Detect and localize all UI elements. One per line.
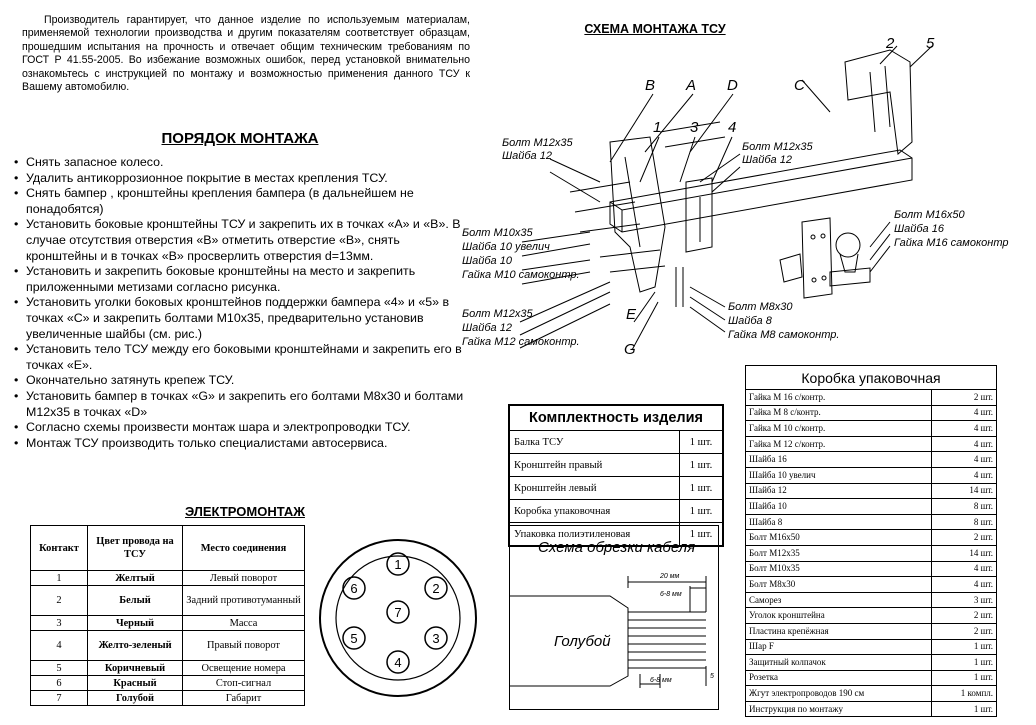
- part-number-5: 5: [926, 35, 935, 52]
- socket-pin: [425, 577, 447, 599]
- cell: 4 шт.: [932, 561, 997, 577]
- label-bolt-m12-left: Болт М12х35: [502, 137, 573, 149]
- table-row: [31, 616, 305, 631]
- list-item: • Установить бампер в точках «G» и закрепить его болтами M8x30 и болтами M12x35 в точках «D»: [14, 389, 470, 420]
- cell: 3 шт.: [932, 592, 997, 608]
- cell: 1 шт.: [680, 500, 724, 523]
- label-washer10: Шайба 10: [462, 255, 512, 267]
- wire-label-blue: Голубой: [554, 633, 611, 650]
- point-label-a: А: [686, 77, 697, 94]
- cell: Кронштейн левый: [509, 477, 680, 500]
- socket-pin: [387, 553, 409, 575]
- table-row: [746, 390, 997, 406]
- svg-text:3: 3: [432, 631, 440, 646]
- col-wire-color: Цвет провода на ТСУ: [88, 526, 183, 571]
- list-item: • Снять бампер , кронштейны крепления бампера (в дальнейшем не понадобятся): [14, 186, 470, 217]
- cell: Саморез: [746, 592, 932, 608]
- cell: 4 шт.: [932, 577, 997, 593]
- table-row: [31, 571, 305, 586]
- cell: Гайка М 8 с/контр.: [746, 405, 932, 421]
- cell: 1 шт.: [932, 639, 997, 655]
- cell: Жгут электропроводов 190 см: [746, 686, 932, 702]
- socket-pin: [343, 627, 365, 649]
- cell: Инструкция по монтажу: [746, 701, 932, 717]
- table-row: [746, 655, 997, 671]
- cell: Задний противотуманный: [183, 586, 305, 616]
- list-item: • Окончательно затянуть крепеж ТСУ.: [14, 373, 470, 389]
- cell: Шар F: [746, 639, 932, 655]
- cell: Болт M10x35: [746, 561, 932, 577]
- scheme-title: СХЕМА МОНТАЖА ТСУ: [584, 22, 726, 36]
- cell: 14 шт.: [932, 545, 997, 561]
- dim-6-8mm-bottom: 6-8 мм: [650, 677, 672, 684]
- dim-6-8mm-top: 6-8 мм: [660, 591, 682, 598]
- label-bolt-m8: Болт М8х30: [728, 301, 793, 313]
- table-row: [746, 701, 997, 717]
- cell: Желто-зеленый: [88, 631, 183, 661]
- label-bolt-m12-top: Болт М12х35: [742, 141, 813, 153]
- cell: 3: [31, 616, 88, 631]
- label-nut-m16: Гайка М16 самоконтр: [894, 237, 1009, 249]
- cell: 1 шт.: [932, 655, 997, 671]
- cell: 1: [31, 571, 88, 586]
- point-label-c: С: [794, 77, 805, 94]
- svg-text:6: 6: [350, 581, 358, 596]
- cell: 8 шт.: [932, 499, 997, 515]
- electro-table: [30, 525, 305, 706]
- point-label-e: Е: [626, 306, 637, 323]
- cell: 4 шт.: [932, 436, 997, 452]
- table-row: [31, 676, 305, 691]
- cell: Черный: [88, 616, 183, 631]
- point-label-g: G: [624, 341, 636, 358]
- cell: Желтый: [88, 571, 183, 586]
- cable-cut-drawing: [510, 526, 718, 709]
- cell: 1 шт.: [932, 701, 997, 717]
- table-row: [746, 499, 997, 515]
- cell: 7: [31, 691, 88, 706]
- cell: 5: [31, 661, 88, 676]
- table-row: [746, 514, 997, 530]
- table-row: [509, 454, 723, 477]
- list-item: • Монтаж ТСУ производить только специалистами автосервиса.: [14, 436, 470, 452]
- part-number-2: 2: [886, 35, 895, 52]
- cell: Правый поворот: [183, 631, 305, 661]
- label-washer12-left: Шайба 12: [502, 150, 552, 162]
- label-nut-m10: Гайка М10 самоконтр.: [462, 269, 580, 281]
- table-row: [746, 452, 997, 468]
- label-washer12-low: Шайба 12: [462, 322, 512, 334]
- cell: Габарит: [183, 691, 305, 706]
- table-row: [746, 421, 997, 437]
- cell: Голубой: [88, 691, 183, 706]
- list-item: • Снять запасное колесо.: [14, 155, 470, 171]
- table-row: [746, 483, 997, 499]
- table-row: [746, 608, 997, 624]
- label-bolt-m12-low: Болт М12х35: [462, 308, 533, 320]
- montage-title: ПОРЯДОК МОНТАЖА: [161, 130, 319, 147]
- socket-pin: [387, 601, 409, 623]
- label-nut-m8: Гайка М8 самоконтр.: [728, 329, 840, 341]
- table-row: [746, 670, 997, 686]
- list-item: • Установить и закрепить боковые кронштейны на место и закрепить приложенными метизами согласно рисунка.: [14, 264, 470, 295]
- cell: Белый: [88, 586, 183, 616]
- table-row: [509, 477, 723, 500]
- svg-text:5: 5: [350, 631, 358, 646]
- part-number-4: 4: [728, 119, 737, 136]
- cell: Масса: [183, 616, 305, 631]
- label-washer16: Шайба 16: [894, 223, 944, 235]
- table-row: [746, 686, 997, 702]
- svg-text:7: 7: [394, 605, 402, 620]
- cable-cut-scheme: [509, 525, 719, 710]
- col-connection: Место соединения: [183, 526, 305, 571]
- dim-5: 5: [710, 673, 714, 680]
- cell: 1 шт.: [932, 670, 997, 686]
- mounting-scheme-diagram: [450, 32, 1036, 366]
- cell: 4 шт.: [932, 467, 997, 483]
- cable-title: Схема обрезки кабеля: [538, 539, 696, 556]
- label-washer12-top: Шайба 12: [742, 154, 792, 166]
- table-row: [31, 661, 305, 676]
- table-row: [746, 623, 997, 639]
- cell: 4: [31, 631, 88, 661]
- svg-text:1: 1: [394, 557, 402, 572]
- cell: Упаковка полиэтиленовая: [509, 523, 680, 547]
- table-header-row: [31, 526, 305, 571]
- table-row: [746, 639, 997, 655]
- table-row: [746, 545, 997, 561]
- cell: 6: [31, 676, 88, 691]
- table-row: [746, 592, 997, 608]
- table-row: [509, 500, 723, 523]
- cell: 4 шт.: [932, 452, 997, 468]
- socket-pin: [387, 651, 409, 673]
- cell: Гайка М 16 с/контр.: [746, 390, 932, 406]
- cell: Освещение номера: [183, 661, 305, 676]
- cell: Стоп-сигнал: [183, 676, 305, 691]
- svg-text:2: 2: [432, 581, 440, 596]
- cell: Гайка М 10 с/контр.: [746, 421, 932, 437]
- table-row: [746, 467, 997, 483]
- dim-20mm: 20 мм: [660, 573, 680, 580]
- list-item: • Удалить антикоррозионное покрытие в местах крепления ТСУ.: [14, 171, 470, 187]
- cell: Болт M12x35: [746, 545, 932, 561]
- col-contact: Контакт: [31, 526, 88, 571]
- table-row: [746, 530, 997, 546]
- cell: Красный: [88, 676, 183, 691]
- socket-pin: [425, 627, 447, 649]
- packing-title: Коробка упаковочная: [746, 366, 997, 390]
- cell: Пластина крепёжная: [746, 623, 932, 639]
- cell: Уголок кронштейна: [746, 608, 932, 624]
- svg-text:4: 4: [394, 655, 402, 670]
- cell: 14 шт.: [932, 483, 997, 499]
- part-number-3: 3: [690, 119, 699, 136]
- point-label-b: В: [645, 77, 656, 94]
- packing-box-table: [745, 365, 997, 717]
- table-row: [31, 586, 305, 616]
- cell: Болт M8x30: [746, 577, 932, 593]
- cell: Левый поворот: [183, 571, 305, 586]
- table-row: [31, 691, 305, 706]
- cell: Балка ТСУ: [509, 431, 680, 454]
- cell: Шайба 12: [746, 483, 932, 499]
- cell: 2 шт.: [932, 390, 997, 406]
- part-number-1: 1: [653, 119, 662, 136]
- cell: Шайба 16: [746, 452, 932, 468]
- cell: Гайка М 12 с/контр.: [746, 436, 932, 452]
- cell: Кронштейн правый: [509, 454, 680, 477]
- cell: 1 шт.: [680, 477, 724, 500]
- table-row: [31, 631, 305, 661]
- cell: Защитный колпачок: [746, 655, 932, 671]
- cell: Розетка: [746, 670, 932, 686]
- cell: Шайба 10: [746, 499, 932, 515]
- point-label-d: D: [727, 77, 738, 94]
- cell: 1 шт.: [680, 431, 724, 454]
- socket-pinout-diagram: [318, 528, 478, 708]
- label-nut-m12: Гайка М12 самоконтр.: [462, 336, 580, 348]
- cell: 1 компл.: [932, 686, 997, 702]
- list-item: • Установить боковые кронштейны ТСУ и закрепить их в точках «А» и «В». В случае отсутствия отверстия «В» отметить отверстие «В», снять кронштейны и в точках «В» просверлить отверстия d=13мм.: [14, 217, 470, 264]
- cell: 2: [31, 586, 88, 616]
- cell: 4 шт.: [932, 421, 997, 437]
- electro-title: ЭЛЕКТРОМОНТАЖ: [185, 504, 305, 519]
- list-item: • Согласно схемы произвести монтаж шара и электропроводки ТСУ.: [14, 420, 470, 436]
- table-row: [746, 405, 997, 421]
- table-row: [746, 436, 997, 452]
- socket-pin: [343, 577, 365, 599]
- cell: 4 шт.: [932, 405, 997, 421]
- warranty-text: Производитель гарантирует, что данное изделие по используемым материалам, применяемой технологии производства и другим показателям соответствует образцам, прошедшим испытания на прочность и отвечает общим техническим требованиям по ГОСТ Р 41.55-2005. Во избежание возможных ошибок, перед установкой внимательно ознакомьтесь с инструкцией по монтажу и возможностью применения данного ТСУ к Вашему автомобилю.: [22, 14, 470, 94]
- label-bolt-m10: Болт М10х35: [462, 227, 533, 239]
- table-row: [746, 561, 997, 577]
- cell: Шайба 8: [746, 514, 932, 530]
- montage-steps: [14, 155, 470, 451]
- cell: 1 шт.: [680, 523, 724, 547]
- cell: 8 шт.: [932, 514, 997, 530]
- cell: Шайба 10 увелич: [746, 467, 932, 483]
- label-washer10-enlarged: Шайба 10 увелич: [462, 241, 550, 253]
- cell: Коричневый: [88, 661, 183, 676]
- table-row: [746, 577, 997, 593]
- list-item: • Установить тело ТСУ между его боковыми кронштейнами и закрепить его в точках «Е».: [14, 342, 470, 373]
- cell: 2 шт.: [932, 530, 997, 546]
- kit-title: Комплектность изделия: [509, 405, 723, 431]
- table-row: [509, 431, 723, 454]
- label-washer8: Шайба 8: [728, 315, 772, 327]
- cell: 1 шт.: [680, 454, 724, 477]
- label-bolt-m16: Болт М16х50: [894, 209, 965, 221]
- cell: Коробка упаковочная: [509, 500, 680, 523]
- cell: Болт M16x50: [746, 530, 932, 546]
- cell: 2 шт.: [932, 623, 997, 639]
- list-item: • Установить уголки боковых кронштейнов поддержки бампера «4» и «5» в точках «С» и закрепить болтами M10x35, предварительно установив увеличенные шайбы (см. рис.): [14, 295, 470, 342]
- cell: 2 шт.: [932, 608, 997, 624]
